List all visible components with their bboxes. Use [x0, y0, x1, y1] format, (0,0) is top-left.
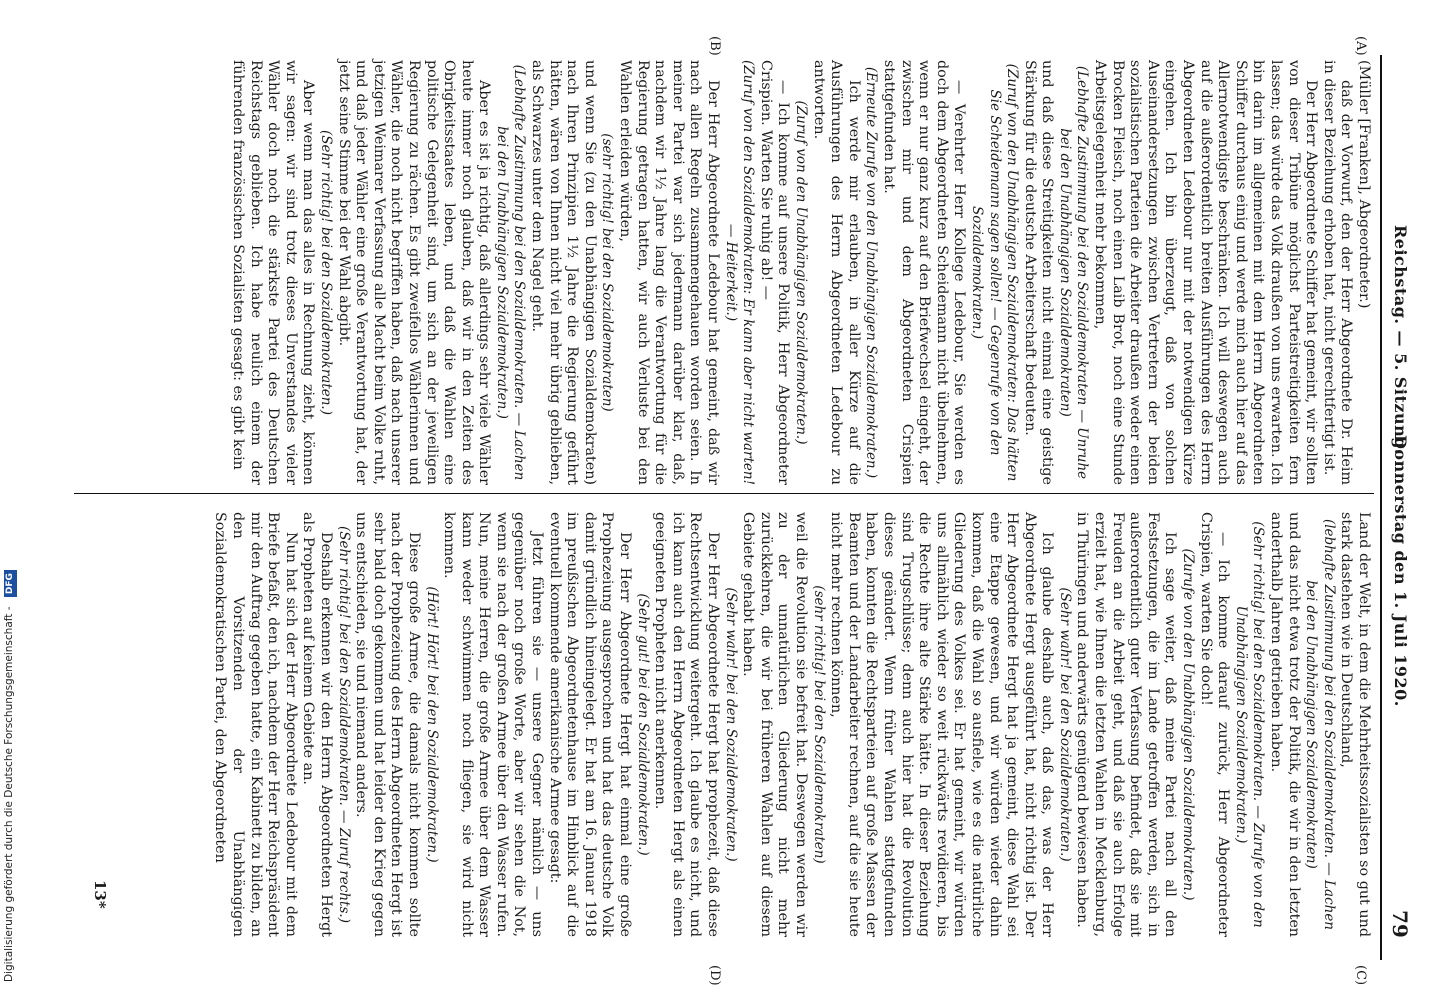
paragraph: Nun hat sich der Herr Abgeordnete Ledebour mit dem Briefe befaßt, den ich, nachdem der Herr Reichspräsident mir den Auftrag gegeben hatte, ein Kabinett zu bilden, an den Vorsitzenden der Unabhängigen Sozialdemokratischen Partei, den Abgeordneten	[212, 512, 299, 937]
paragraph: daß der Vorwurf, den der Herr Abgeordnete Dr. Heim in dieser Beziehung erhoben hat, nicht gerechtfertigt ist.	[1320, 60, 1355, 485]
paragraph: und wenn Sie (zu den Unabhängigen Sozialdemokraten) nach Ihren Prinzipien 1½ Jahre die Regierung geführt hätten, wären von Ihnen nicht viel mehr übrig geblieben, als Schwarzes unter dem Nagel geht.	[529, 60, 598, 485]
interjection: (Hört! Hört! bei den Sozialdemokraten.)	[423, 586, 440, 863]
paragraph: Ich werde mir erlauben, in aller Kürze auf die Ausführungen des Herrn Abgeordneten Ledebour zu antworten.	[810, 60, 862, 485]
interjection: (Sehr gut! bei den Sozialdemokraten.)	[634, 593, 651, 856]
interjection: (Erneute Zurufe von den Unabhängigen Sozialdemokraten.)	[863, 66, 880, 479]
running-head-left: Reichstag. — 5. Sitzung.	[1391, 225, 1410, 455]
margin-mark-b: (B)	[707, 36, 722, 56]
interjection: (sehr richtig! bei den Sozialdemokraten)	[599, 133, 616, 412]
paragraph: Deshalb erkennen wir den Herrn Abgeordneten Hergt als Propheten auf keinem Gebiete an.	[300, 512, 334, 937]
paragraph: Jetzt führen sie — unsere Gegner nämlich — uns gegenüber noch große Worte, aber wir sehen die Not, wenn sie nach der großen Armee über den Wasser rufen. Nun, meine Herren, die große Armee über dem Wasser kann weder schwimmen noch fliegen, sie wird nicht kommen.	[441, 512, 546, 937]
interjection: (lebhafte Zustimmung bei den Sozialdemokraten. — Lachen bei den Unabhängigen Sozialdemokraten)	[1303, 518, 1337, 931]
credit-sidebar	[0, 0, 18, 1000]
column-divider	[74, 493, 1374, 494]
interjection: (Sehr wahr! bei den Sozialdemokraten.)	[1056, 587, 1073, 862]
interjection: (Zuruf von den Sozialdemokraten: Er kann aber nicht warten! — Heiterkeit.)	[722, 60, 757, 486]
page-number: 79	[1388, 910, 1412, 938]
interjection: (Lebhafte Zustimmung bei den Sozialdemokraten. — Lachen bei den Unabhängigen Sozialdemokraten.)	[493, 64, 528, 481]
paragraph: Der Herr Abgeordnete Ledebour hat gemeint, daß wir nach allen Regeln zusammengehauen worden seien. In meiner Partei war sich jedermann darüber klar, daß, nachdem wir 1½ Jahre lang die Verantwortung für die Regierung getragen hatten, wir auch Verluste bei den Wahlen erleiden würden,	[617, 60, 722, 485]
paragraph: — Verehrter Herr Kollege Ledebour, Sie werden es doch dem Abgeordneten Scheidemann nicht übelnehmen, wenn er nur ganz kurz auf den Briefwechsel eingeht, der zwischen mir und dem Abgeordneten Crispien stattgefunden hat.	[880, 60, 968, 485]
paragraph: Diese große Armee, die damals nicht kommen sollte nach der Prophezeiung des Herrn Abgeordneten Hergt ist sehr bald doch gekommen und hat leider den Krieg gegen uns entschieden, sie und niemand anders.	[353, 512, 422, 937]
interjection: (sehr richtig! bei den Sozialdemokraten)	[810, 585, 827, 864]
signature-mark: 13*	[91, 880, 109, 909]
paragraph: Der Herr Abgeordnete Hergt hat prophezeit, daß diese Rechtsentwicklung weitergeht. Ich glaube es nicht, und ich kann auch den Herrn Abgeordneten Hergt als einen geeigneten Propheten nicht anerkennen.	[652, 512, 722, 937]
interjection: (Sehr richtig! bei den Sozialdemokraten. — Zuruf rechts.)	[335, 526, 352, 923]
page-header	[1382, 50, 1412, 950]
paragraph: und das nicht etwa trotz der Politik, die wir in den letzten anderthalb Jahren getrieben haben.	[1268, 512, 1302, 937]
margin-mark-a: (A)	[1353, 36, 1368, 56]
paragraph: Ich sage weiter, daß meine Partei nach all den Festsetzungen, die im Lande getroffen werden, sich in außerordentlich guter Verfassung befindet, daß sie mit Freuden an die Arbeit geht, und daß sie auch Erfolge erzielt hat, wie Ihnen die letzten Wahlen in Mecklenburg, in Thüringen und anderwärts genügend bewiesen haben.	[1074, 512, 1179, 937]
paragraph: (Müller [Franken], Abgeordneter.)	[1356, 60, 1372, 309]
paragraph: — Ich komme auf unsere Politik, Herr Abgeordneter Crispien. Warten Sie ruhig ab! —	[757, 60, 792, 485]
paragraph: Ich glaube deshalb auch, daß das, was der Herr Abgeordnete Hergt ausgeführt hat, nicht richtig ist. Der Herr Abgeordnete Hergt hat ja gemeint, diese Wahl sei eine Etappe gewesen, und wir würden wieder dahin kommen, daß die Wahl so ausfiele, wie es die natürliche Gliederung des Volkes sei. Er hat gemeint, wir würden uns allmählich wieder so weit rückwärts revidieren, bis die Rechte ihre alte Stärke hätte. In dieser Beziehung sind Trugschlüsse; denn auch hier hat die Revolution dieses geändert. Wenn früher Wahlen stattgefunden haben, konnten die Rechtsparteien auf große Massen der Beamten und der Landarbeiter rechnen, auf die sie heute nicht mehr rechnen können,	[828, 512, 1056, 937]
interjection: (Sehr richtig! bei den Sozialdemokraten. — Zurufe von den Unabhängigen Sozialdemokraten.)	[1232, 521, 1267, 928]
margin-mark-d: (D)	[707, 965, 722, 986]
paragraph: Der Herr Abgeordnete Hergt hat einmal eine große Prophezeiung ausgesprochen und hat das deutsche Volk damit gründlich hineingelegt. Er hat am 16. Januar 1918 im preußischen Abgeordnetenhause im Hinblick auf die eventuell kommende amerikanische Armee gesagt:	[546, 512, 634, 937]
interjection: (Sehr richtig! bei den Sozialdemokraten.)	[317, 129, 334, 415]
header-rule	[1380, 55, 1382, 960]
paragraph: Land der Welt, in dem die Mehrheitssozialisten so gut und stark dastehen wie in Deutschland,	[1338, 512, 1372, 937]
paragraph: weil die Revolution sie befreit hat. Deswegen werden wir zu der unnatürlichen Gliederung nicht mehr zurückkehren, die wir bei früheren Wahlen auf diesem Gebiete gehabt haben.	[740, 512, 809, 937]
paragraph: Aber wenn man das alles in Rechnung zieht, können wir sagen: wir sind trotz dieses Unverstandes vieler Wähler doch noch die stärkste Partei des Deutschen Reichstags geblieben. Ich habe neulich einem der führenden französischen Sozialisten gesagt: es gibt kein	[230, 60, 317, 485]
interjection: (Zuruf von den Unabhängigen Sozialdemokraten: Das hätten Sie Scheidemann sagen sollen! — Gegenrufe von den Sozialdemokraten.)	[968, 63, 1021, 482]
interjection: (Zuruf von den Unabhängigen Sozialdemokraten.)	[793, 100, 809, 445]
credit-text: Digitalisierung gefördert durch die Deutsche Forschungsgemeinschaft -	[3, 606, 15, 982]
left-text-column	[228, 60, 1372, 485]
dfg-logo: DFG	[4, 570, 17, 597]
paragraph: Aber es ist ja richtig, daß allerdings sehr viele Wähler heute immer noch glauben, daß wir in den Zeiten des Obrigkeitsstaates leben, und daß die Wahlen eine politische Gelegenheit sind, um sich an der jeweiligen Regierung zu rächen. Es gibt zweifellos Wählerinnen und Wähler, die noch nicht begriffen haben, daß nach unserer jetzigen Weimarer Verfassung alle Macht beim Volke ruht, und daß jeder Wähler eine große Verantwortung hat, der jetzt seine Stimme bei der Wahl abgibt.	[335, 60, 493, 485]
interjection: (Sehr wahr! bei den Sozialdemokraten.)	[722, 587, 739, 862]
interjection: (Zurufe von den Unabhängigen Sozialdemokraten.)	[1180, 548, 1197, 901]
paragraph: — Ich komme darauf zurück, Herr Abgeordneter Crispien, warten Sie doch!	[1197, 512, 1232, 937]
paragraph: Der Herr Abgeordnete Schiffer hat gemeint, wir sollten von dieser Tribüne möglichst Parteistreitigkeiten fern lassen; das würde das Volk draußen von uns erwarten. Ich bin darin im allgemeinen mit dem Herrn Abgeordneten Schiffer durchaus einig und werde mich auch hier auf das Allernotwendigste beschränken. Ich will deswegen auch auf die außerordentlich breiten Ausführungen des Herrn Abgeordneten Ledebour nur mit der notwendigen Kürze eingehen. Ich bin überzeugt, daß von solchen Auseinandersetzungen zwischen Vertretern der beiden sozialistischen Parteien die Arbeiter draußen weder einen Brocken Fleisch, noch einen Laib Brot, noch eine Stunde Arbeitsgelegenheit mehr bekommen,	[1092, 60, 1320, 485]
interjection: (Lebhafte Zustimmung bei den Sozialdemokraten — Unruhe bei den Unabhängigen Sozialdemokraten)	[1056, 65, 1091, 480]
right-text-column	[211, 512, 1372, 937]
running-head-right: Donnerstag den 1. Juli 1920.	[1391, 435, 1410, 707]
margin-mark-c: (C)	[1353, 965, 1368, 986]
paragraph: und daß diese Streitigkeiten nicht einmal eine geistige Stärkung für die deutsche Arbeiterschaft bedeuten.	[1021, 60, 1056, 485]
